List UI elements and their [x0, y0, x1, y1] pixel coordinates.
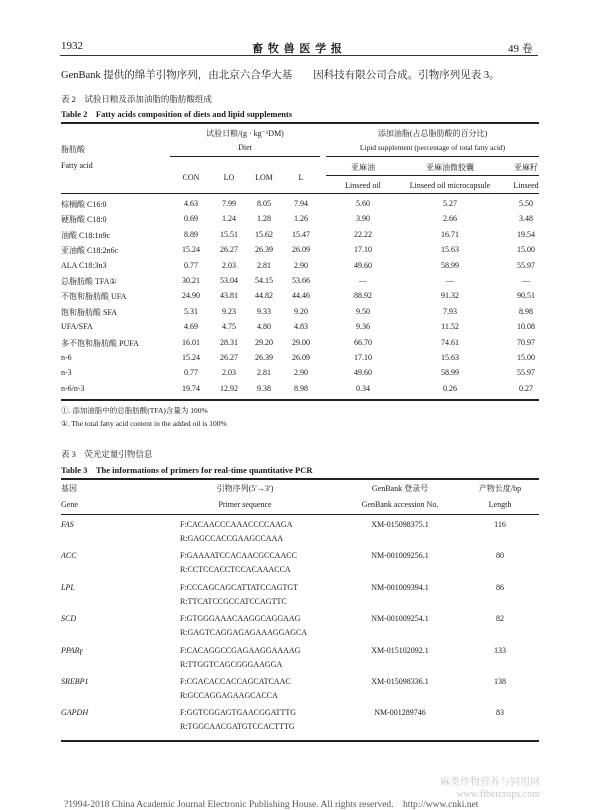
table2-cell: — — [522, 276, 530, 285]
table2-row-label: 不饱和脂肪酸 UFA — [61, 292, 127, 301]
table2-cell: 2.81 — [257, 368, 271, 377]
watermark-line2: www.fibercrops.com — [456, 789, 540, 800]
table2-diet-en: Diet — [238, 143, 252, 152]
table2-cell: 66.70 — [354, 338, 372, 347]
table3-accession: NM-001289746 — [374, 708, 426, 717]
table2-cell: 9.50 — [356, 307, 370, 316]
table2-cell: 54.15 — [255, 276, 273, 285]
table2-cell: 2.03 — [222, 261, 236, 270]
table2-cell: 9.33 — [257, 307, 271, 316]
table3-len-zh: 产物长度/bp — [478, 484, 522, 493]
table3-gene: LPL — [61, 583, 75, 592]
table2-cell: 7.99 — [222, 199, 236, 208]
table3-forward-primer: F:CACAACCCAAACCCCAAGA — [180, 520, 293, 529]
table2-cell: 15.63 — [441, 353, 459, 362]
table3-gene: SCD — [61, 614, 77, 623]
table2-cell: 2.90 — [294, 368, 308, 377]
table3-forward-primer: F:CCCAGCAGCATTATCCAGTGT — [180, 583, 299, 592]
table2-cell: 15.62 — [255, 230, 273, 239]
table2-cell: 91.32 — [441, 291, 459, 300]
table2-note-en: ①. The total fatty acid content in the added oil is 100% — [61, 419, 227, 428]
table2-cell: 5.27 — [443, 199, 457, 208]
volume-label: 49 卷 — [508, 43, 533, 55]
table2-cell: 49.60 — [354, 261, 372, 270]
table2-cell: 9.20 — [294, 307, 308, 316]
table2-cell: 2.66 — [443, 214, 457, 223]
table2-cell: 22.22 — [354, 230, 372, 239]
table2-cell: 53.66 — [292, 276, 310, 285]
table2-cell: 15.63 — [441, 245, 459, 254]
table2-cell: 55.97 — [517, 261, 535, 270]
table3-caption-en: Table 3 The informations of primers for real-time quantitative PCR — [61, 465, 313, 475]
table2-cell: 11.52 — [441, 322, 459, 331]
table2-lipid-span-rule — [326, 156, 539, 157]
table2-cell: 0.77 — [184, 368, 198, 377]
table3-reverse-primer: R:GAGCCACCGAAGCCAAA — [180, 534, 284, 543]
table3-accession: NM-001009254.1 — [371, 614, 429, 623]
table2-cell: 0.27 — [519, 384, 533, 393]
table2-linseed-en: Linseed — [513, 181, 539, 190]
table2-cell: 30.21 — [182, 276, 200, 285]
table2-cell: 70.97 — [517, 338, 535, 347]
table2-cell: 26.39 — [255, 353, 273, 362]
table2-cell: 0.26 — [443, 384, 457, 393]
journal-title: 畜 牧 兽 医 学 报 — [252, 43, 343, 55]
table2-row-label: 硬脂酸 C18:0 — [61, 215, 107, 224]
table3-reverse-primer: R:GCCAGGAGAAGCACCA — [180, 691, 278, 700]
table3-accession: NM-001009394.1 — [371, 583, 429, 592]
table2-cell: 15.47 — [292, 230, 310, 239]
table2-lipid-zh: 添加油脂(占总脂肪酸的百分比) — [377, 129, 488, 138]
table2-cell: 0.77 — [184, 261, 198, 270]
table2-row-label: 总脂肪酸 TFA① — [61, 277, 117, 286]
table3-forward-primer: F:CACAGGCCGAGAAGGAAAAG — [180, 646, 301, 655]
table2-cell: 49.60 — [354, 368, 372, 377]
table2-cell: 8.98 — [519, 307, 533, 316]
table2-cell: 9.38 — [257, 384, 271, 393]
table3-reverse-primer: R:TGGCAACGATGTCCACTTTG — [180, 722, 295, 731]
table2-cell: 17.10 — [354, 353, 372, 362]
table3-accession: XM-015102092.1 — [371, 646, 429, 655]
table3-reverse-primer: R:CCTCCACCTCCACAAACCA — [180, 565, 291, 574]
table2-linseed-zh: 亚麻籽 — [514, 163, 538, 172]
table2-cell: 5.60 — [356, 199, 370, 208]
table2-diet-zh: 试验日粮/(g · kg⁻¹DM) — [206, 129, 284, 138]
table2-cell: 74.61 — [441, 338, 459, 347]
table2-cell: 88.92 — [354, 291, 372, 300]
table2-cell: 28.31 — [220, 338, 238, 347]
header-rule — [60, 55, 538, 56]
table2-caption-en: Table 2 Fatty acids composition of diets and lipid supplements — [61, 109, 293, 119]
table3-length: 116 — [494, 520, 506, 529]
table3-bottom-rule — [61, 740, 539, 742]
table3-length: 86 — [496, 583, 504, 592]
table3-length: 138 — [494, 677, 506, 686]
table2-cell: 26.09 — [292, 245, 310, 254]
table2-cell: 1.28 — [257, 214, 271, 223]
table2-cell: — — [446, 276, 454, 285]
table3-acc-en: GenBank accession No. — [361, 500, 439, 509]
table3-gene: FAS — [61, 520, 74, 529]
table2-cell: 29.20 — [255, 338, 273, 347]
table2-microcapsule-zh: 亚麻油微胶囊 — [426, 163, 474, 172]
watermark-line1: 麻类作物营养与饲用网 — [440, 777, 540, 788]
table2-cell: 4.75 — [222, 322, 236, 331]
table2-cell: 29.00 — [292, 338, 310, 347]
table3-forward-primer: F:GGTCGGAGTGAACGGATTTG — [180, 708, 296, 717]
table3-seq-en: Primer sequence — [218, 500, 272, 509]
table2-microcapsule-en: Linseed oil microcapsule — [409, 181, 491, 190]
table3-length: 133 — [494, 646, 506, 655]
table2-cell: 1.26 — [294, 214, 308, 223]
table2-cell: 15.24 — [182, 245, 200, 254]
table2-cell: 8.89 — [184, 230, 198, 239]
table2-row-label: n-6 — [61, 353, 72, 362]
table2-cell: 7.93 — [443, 307, 457, 316]
copyright-line: ?1994-2018 China Academic Journal Electronic Publishing House. All rights reserved. http://www.cnki.net — [64, 800, 479, 810]
intro-paragraph: GenBank 提供的绵羊引物序列，由北京六合华大基 因科技有限公司合成。引物序列见表 3。 — [61, 70, 500, 81]
table2-cell: — — [359, 276, 367, 285]
table2-cell: 16.71 — [441, 230, 459, 239]
table2-col-l: L — [298, 173, 304, 182]
table2-cell: 4.63 — [184, 199, 198, 208]
table2-col-con: CON — [182, 173, 200, 182]
table2-cell: 9.23 — [222, 307, 236, 316]
table2-cell: 58.99 — [441, 261, 459, 270]
table2-cell: 2.90 — [294, 261, 308, 270]
table2-sub-rule — [326, 175, 539, 176]
table2-cell: 44.46 — [292, 291, 310, 300]
table2-cell: 10.08 — [517, 322, 535, 331]
table2-cell: 4.69 — [184, 322, 198, 331]
table3-accession: XM-015098336.1 — [371, 677, 429, 686]
table2-cell: 0.69 — [184, 214, 198, 223]
table2-col-lo: LO — [223, 173, 235, 182]
table2-diet-span-rule — [170, 156, 320, 157]
table2-fa-zh: 脂肪酸 — [61, 145, 85, 154]
table3-accession: XM-015098375.1 — [371, 520, 429, 529]
table3-len-en: Length — [488, 500, 512, 509]
table2-row-label: 多不饱和脂肪酸 PUFA — [61, 339, 139, 348]
table2-row-label: n-6/n-3 — [61, 384, 85, 393]
table2-col-lom: LOM — [255, 173, 273, 182]
table2-cell: 17.10 — [354, 245, 372, 254]
table3-gene: ACC — [61, 551, 77, 560]
table3-forward-primer: F:CGACACCACCAGCATCAAC — [180, 677, 291, 686]
table2-cell: 4.83 — [294, 322, 308, 331]
table2-cell: 55.97 — [517, 368, 535, 377]
table2-cell: 90.51 — [517, 291, 535, 300]
table3-length: 80 — [496, 551, 504, 560]
table2-row-label: n-3 — [61, 368, 72, 377]
table3-length: 83 — [496, 708, 504, 717]
table3-gene-en: Gene — [61, 500, 78, 509]
table2-linseed-oil-en: Linseed oil — [345, 181, 381, 190]
table3-gene-zh: 基因 — [61, 484, 77, 493]
table3-acc-zh: GenBank 登录号 — [371, 484, 429, 493]
table3-gene: SREBP1 — [61, 677, 89, 686]
table2-cell: 15.24 — [182, 353, 200, 362]
table2-cell: 8.05 — [257, 199, 271, 208]
table2-cell: 12.92 — [220, 384, 238, 393]
table2-cell: 5.50 — [519, 199, 533, 208]
table2-cell: 15.00 — [517, 353, 535, 362]
table2-cell: 26.39 — [255, 245, 273, 254]
table3-reverse-primer: R:TTCATCCGCCATCCAGTTC — [180, 597, 287, 606]
table3-header-rule — [61, 514, 539, 515]
table2-cell: 26.09 — [292, 353, 310, 362]
table2-top-rule — [61, 122, 539, 124]
table2-cell: 53.04 — [220, 276, 238, 285]
table2-cell: 7.94 — [294, 199, 308, 208]
table2-cell: 4.80 — [257, 322, 271, 331]
table2-cell: 2.81 — [257, 261, 271, 270]
table2-cell: 43.81 — [220, 291, 238, 300]
table2-cell: 19.74 — [182, 384, 200, 393]
table2-cell: 26.27 — [220, 245, 238, 254]
table2-row-label: UFA/SFA — [61, 322, 93, 331]
table3-top-rule — [61, 478, 539, 480]
table2-cell: 19.54 — [517, 230, 535, 239]
table2-linseed-oil-zh: 亚麻油 — [351, 163, 375, 172]
table2-row-label: ALA C18:3n3 — [61, 261, 107, 270]
table2-row-label: 油酸 C18:1n9c — [61, 231, 111, 240]
table2-row-label: 饱和脂肪酸 SFA — [61, 308, 118, 317]
table3-length: 82 — [496, 614, 504, 623]
table3-accession: NM-001009256.1 — [371, 551, 429, 560]
table3-forward-primer: F:GTGGGAAACAAGGCAGGAAG — [180, 614, 301, 623]
page-number: 1932 — [61, 40, 83, 52]
table2-cell: 44.82 — [255, 291, 273, 300]
table2-fa-en: Fatty acid — [61, 161, 93, 170]
table2-cell: 0.34 — [356, 384, 370, 393]
table2-cell: 2.03 — [222, 368, 236, 377]
table3-seq-zh: 引物序列(5′→3′) — [216, 484, 274, 493]
table2-cell: 16.01 — [182, 338, 200, 347]
table2-cell: 1.24 — [222, 214, 236, 223]
table2-cell: 26.27 — [220, 353, 238, 362]
table2-cell: 24.90 — [182, 291, 200, 300]
table2-cell: 9.36 — [356, 322, 370, 331]
table2-row-label: 棕榈酸 C16:0 — [61, 200, 107, 209]
table2-cell: 3.48 — [519, 214, 533, 223]
table2-note-zh: ①. 添加油脂中的总脂肪酸(TFA)含量为 100% — [61, 406, 208, 415]
table2-caption-zh: 表 2 试验日粮及添加油脂的脂肪酸组成 — [61, 94, 212, 104]
table2-cell: 3.90 — [356, 214, 370, 223]
table2-bottom-rule — [61, 399, 539, 401]
table3-reverse-primer: R:TTGGTCAGCGGGAAGGA — [180, 660, 283, 669]
table2-cell: 15.51 — [220, 230, 238, 239]
table3-forward-primer: F:GAAAATCCACAACGCCAACC — [180, 551, 297, 560]
table2-lipid-en: Lipid supplement (percentage of total fatty acid) — [359, 143, 506, 152]
table3-gene: PPARγ — [61, 646, 83, 655]
table2-cell: 15.00 — [517, 245, 535, 254]
table2-cell: 5.31 — [184, 307, 198, 316]
table2-cell: 8.98 — [294, 384, 308, 393]
table3-gene: GAPDH — [61, 708, 89, 717]
table2-row-label: 亚油酸 C18:2n6c — [61, 246, 119, 255]
table3-caption-zh: 表 3 荧光定量引物信息 — [61, 449, 153, 459]
table2-cell: 58.99 — [441, 368, 459, 377]
table3-reverse-primer: R:GAGTCAGGAGAGAAAGGAGCA — [180, 628, 308, 637]
table2-header-rule — [61, 193, 539, 194]
